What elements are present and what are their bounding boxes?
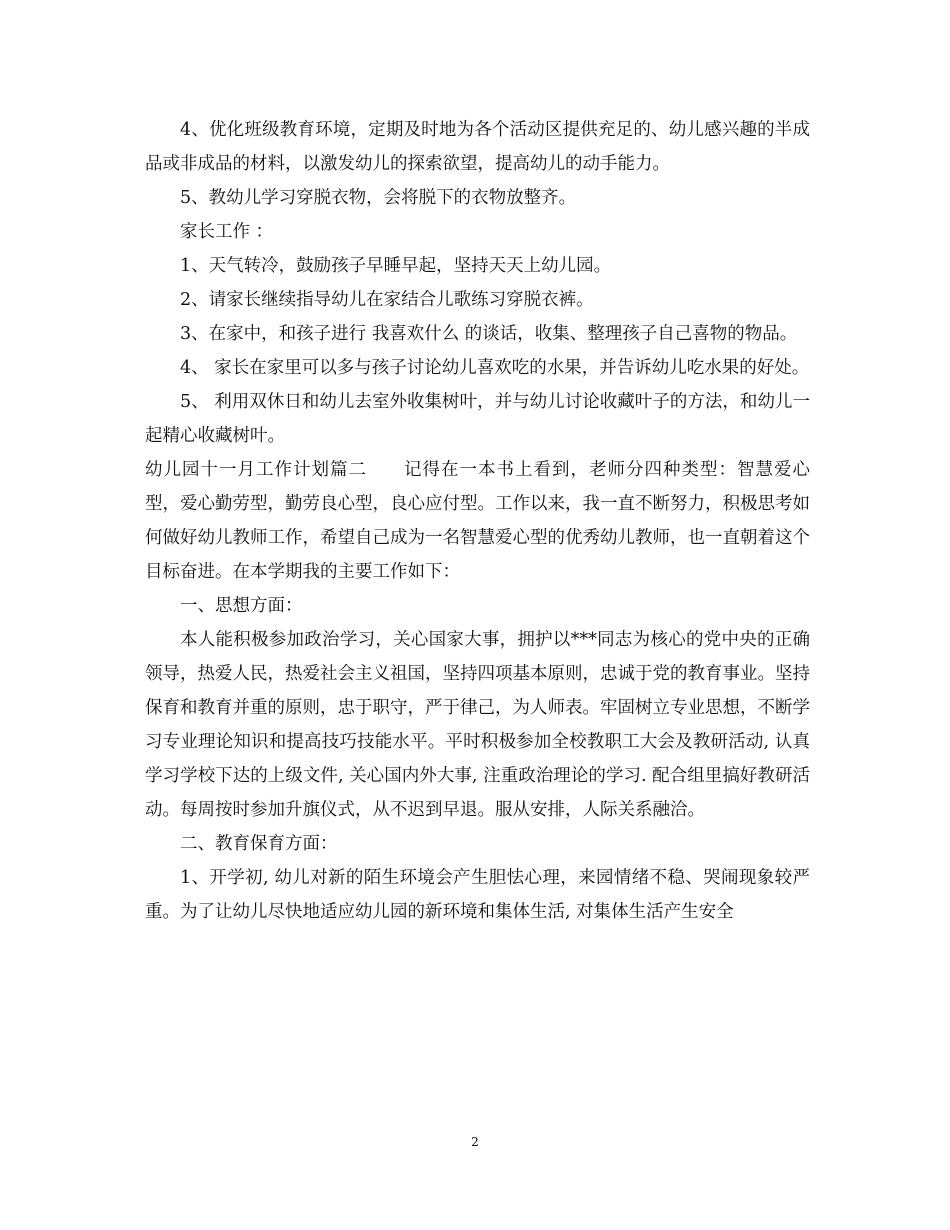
section-intro: 记得在一本书上看到，老师分四种类型：智慧爱心型，爱心勤劳型，勤劳良心型，良心应付型。工作以来，我一直不断努力，积极思考如何做好幼儿教师工作，希望自己成为一名智慧爱心型的优秀幼儿教师，也一直朝着这个目标奋进。在本学期我的主要工作如下：	[145, 460, 810, 582]
education-heading: 二、教育保育方面：	[180, 834, 338, 854]
parent-item-5: 5、 利用双休日和幼儿去室外收集树叶，并与幼儿讨论收藏叶子的方法，和幼儿一起精心收藏树叶。	[145, 392, 810, 446]
thought-heading: 一、思想方面：	[180, 596, 303, 616]
parent-item-3: 3、在家中，和孩子进行 我喜欢什么 的谈话，收集、整理孩子自己喜物的物品。	[180, 324, 798, 344]
parent-item-2: 2、请家长继续指导幼儿在家结合儿歌练习穿脱衣裤。	[180, 290, 594, 310]
education-paragraph: 1、开学初, 幼儿对新的陌生环境会产生胆怯心理，来园情绪不稳、哭闹现象较严重。为了让幼儿尽快地适应幼儿园的新环境和集体生活, 对集体生活产生安全	[145, 868, 810, 922]
parent-work-heading: 家长工作 ：	[180, 222, 274, 242]
section-paragraph	[145, 453, 810, 589]
document-page	[145, 113, 810, 929]
section-title: 幼儿园十一月工作计划篇二	[145, 460, 367, 480]
parent-item-1: 1、天气转冷，鼓励孩子早睡早起，坚持天天上幼儿园。	[180, 256, 612, 276]
page-number: 2	[471, 1135, 479, 1149]
paragraph-item-4: 4、优化班级教育环境，定期及时地为各个活动区提供充足的、幼儿感兴趣的半成品或非成品的材料，以激发幼儿的探索欲望，提高幼儿的动手能力。	[145, 120, 810, 174]
parent-item-4: 4、 家长在家里可以多与孩子讨论幼儿喜欢吃的水果，并告诉幼儿吃水果的好处。	[180, 358, 810, 378]
thought-paragraph: 本人能积极参加政治学习，关心国家大事，拥护以***同志为核心的党中央的正确领导，热爱人民，热爱社会主义祖国，坚持四项基本原则，忠诚于党的教育事业。坚持保育和教育并重的原则，忠于职守，严于律己，为人师表。牢固树立专业思想，不断学习专业理论知识和提高技巧技能水平。平时积极参加全校教职工大会及教研活动, 认真学习学校下达的上级文件, 关心国内外大事, 注重政治理论的学习. 配合组里搞好教研活动。每周按时参加升旗仪式，从不迟到早退。服从安排，人际关系融洽。	[145, 630, 810, 820]
paragraph-item-5: 5、教幼儿学习穿脱衣物，会将脱下的衣物放整齐。	[180, 188, 577, 208]
